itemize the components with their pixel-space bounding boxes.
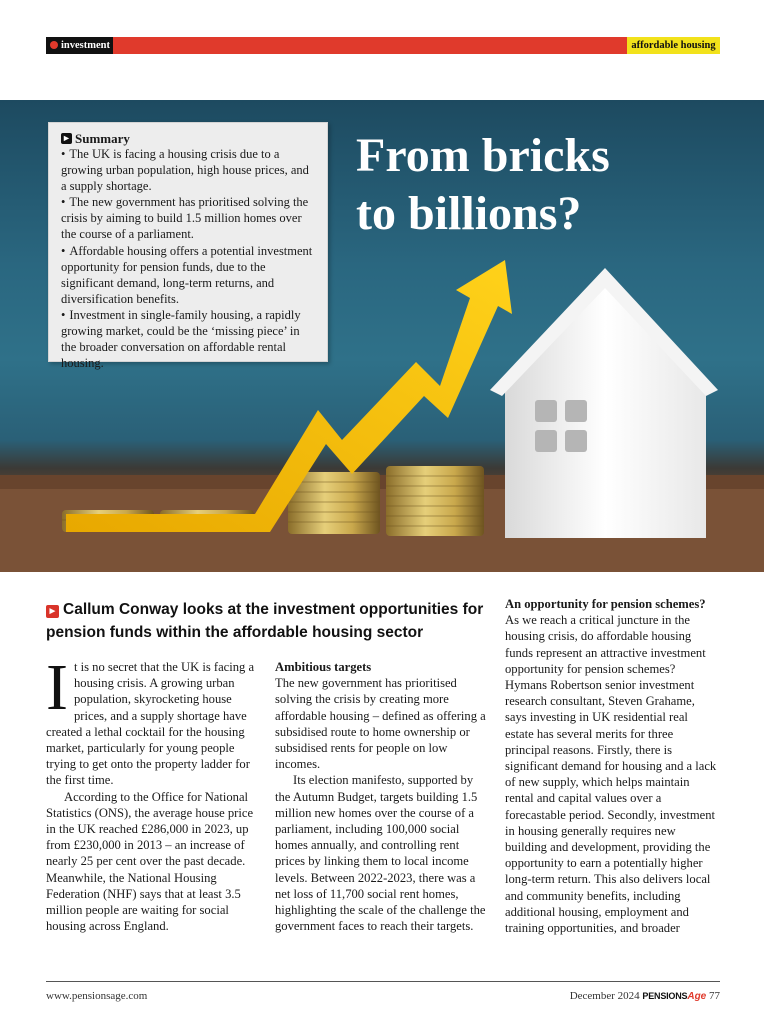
subheading: Ambitious targets (275, 660, 372, 674)
title-line: From bricks (356, 129, 610, 182)
summary-item: • Investment in single-family housing, a rapidly growing market, could be the ‘missing piece’ in the broader conversation on affordable rental housing. (61, 307, 317, 371)
summary-heading (61, 131, 317, 146)
article-title (356, 127, 696, 243)
paragraph: The new government has prioritised solving the crisis by creating more affordable housing – defined as offering a subsidised route to home ownership or subsidised rents for people on low incomes. (275, 676, 486, 772)
summary-item: • The new government has prioritised solving the crisis by aiming to build 1.5 million homes over the course of a parliament. (61, 194, 317, 242)
drop-cap: I (46, 651, 68, 724)
footer-issue-info (570, 990, 720, 1002)
brand-logo-age: Age (687, 991, 707, 1002)
footer-divider (46, 981, 720, 982)
footer-website: www.pensionsage.com (46, 990, 148, 1002)
subheading: An opportunity for pension schemes? (505, 597, 706, 611)
paragraph: As we reach a critical juncture in the housing crisis, do affordable housing funds represent an attractive investment opportunity for pension schemes? Hymans Robertson senior investment research consultant, Steven Grahame, says investing in UK residential real estate has several merits for three principal reasons. Firstly, there is significant demand for housing and a lack of new supply, which helps maintain rental and capital values over a forecastable period. Secondly, investment in housing generally requires new building and development, providing the opportunity to earn a potentially higher long-term return. This also delivers local and community benefits, including additional housing, employment and training opportunities, and broader (505, 613, 717, 936)
section-label-text: investment (61, 40, 110, 51)
article-column-3 (505, 596, 719, 936)
summary-list (61, 146, 317, 371)
issue-date: December 2024 (569, 990, 640, 1002)
paragraph (46, 651, 260, 789)
section-label (46, 37, 113, 54)
summary-item: • Affordable housing offers a potential investment opportunity for pension funds, due to the significant demand, long-term returns, and diversification benefits. (61, 243, 317, 307)
arrow-right-icon: ► (47, 606, 58, 617)
paragraph: Its election manifesto, supported by the Autumn Budget, targets building 1.5 million new homes over the course of a parliament, including 100,000 social homes annually, and controlling rent prices by linking them to local income levels. Between 2022-2023, there was a net loss of 11,700 social rent homes, highlighting the scale of the challenge the government faces to reach their targets. (275, 773, 486, 934)
section-header-bar (46, 37, 720, 54)
paragraph-text: t is no secret that the UK is facing a housing crisis. A growing urban population, skyrocketing house prices, and a supply shortage have created a lethal cocktail for the housing market, particularly for young people trying to get onto the property ladder for the first time. (46, 660, 255, 788)
summary-title-text: Summary (75, 131, 130, 146)
arrow-right-icon: ► (62, 133, 71, 143)
standfirst (46, 598, 491, 644)
topic-label: affordable housing (627, 37, 720, 54)
summary-box (48, 122, 328, 371)
standfirst-text: Callum Conway looks at the investment opportunities for pension funds within the affordable housing sector (46, 601, 484, 641)
article-column-2 (275, 659, 489, 934)
paragraph: According to the Office for National Statistics (ONS), the average house price in the UK reached £286,000 in 2023, up from £230,000 in 2013 – an increase of nearly 25 per cent over the past decade. Meanwhile, the National Housing Federation (NHF) says that at least 3.5 million people are waiting for social housing across England. (46, 789, 254, 934)
page-number: 77 (709, 990, 720, 1002)
article-column-1 (46, 651, 260, 934)
brand-logo: PENSIONS (642, 991, 688, 1001)
section-marker-icon (50, 41, 58, 49)
summary-item: • The UK is facing a housing crisis due to a growing urban population, high house prices, and a supply shortage. (61, 146, 317, 194)
hero-image (0, 100, 764, 572)
title-line: to billions? (356, 187, 582, 240)
house-model (490, 268, 718, 538)
